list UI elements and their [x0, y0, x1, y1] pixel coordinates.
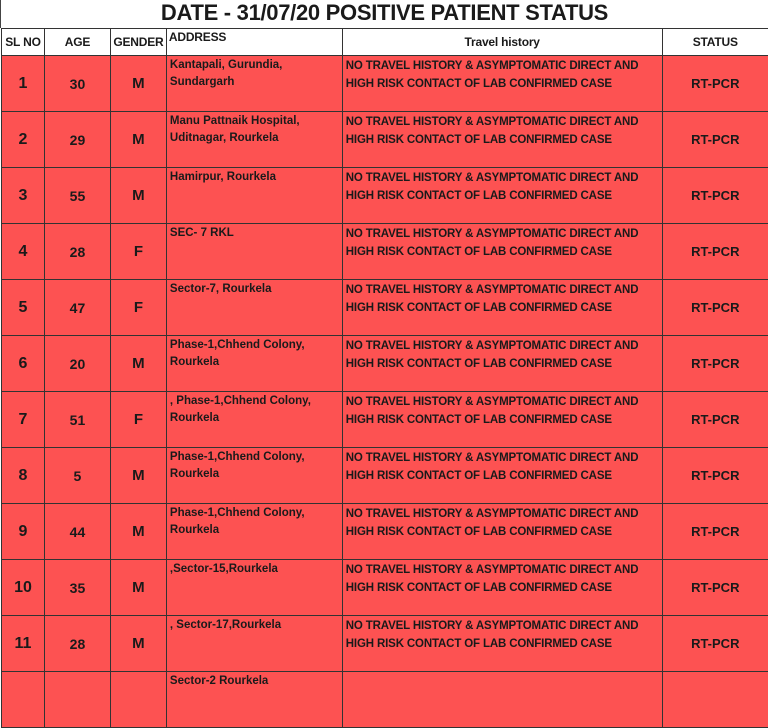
gender-cell: M [110, 616, 166, 672]
travel-history-cell: NO TRAVEL HISTORY & ASYMPTOMATIC DIRECT AND HIGH RISK CONTACT OF LAB CONFIRMED CASE [342, 392, 662, 448]
sl-no-cell: 10 [2, 560, 45, 616]
age-cell: 35 [44, 560, 110, 616]
col-header-age: AGE [44, 29, 110, 56]
sl-no-cell: 2 [2, 112, 45, 168]
table-row [2, 280, 768, 336]
sl-no-cell: 11 [2, 616, 45, 672]
travel-history-cell: NO TRAVEL HISTORY & ASYMPTOMATIC DIRECT AND HIGH RISK CONTACT OF LAB CONFIRMED CASE [342, 224, 662, 280]
table-row [2, 112, 768, 168]
travel-history-cell [342, 672, 662, 728]
patient-status-table [1, 28, 768, 728]
col-header-status: STATUS [662, 29, 768, 56]
status-cell: RT-PCR [662, 336, 768, 392]
table-row [2, 672, 768, 728]
status-cell: RT-PCR [662, 448, 768, 504]
sl-no-cell: 9 [2, 504, 45, 560]
gender-cell: F [110, 224, 166, 280]
sl-no-cell [2, 672, 45, 728]
sl-no-cell: 7 [2, 392, 45, 448]
table-row [2, 56, 768, 112]
status-cell: RT-PCR [662, 112, 768, 168]
age-cell: 51 [44, 392, 110, 448]
address-cell: Sector-7, Rourkela [166, 280, 342, 336]
status-cell: RT-PCR [662, 168, 768, 224]
page-title: DATE - 31/07/20 POSITIVE PATIENT STATUS [0, 0, 768, 28]
status-cell [662, 672, 768, 728]
gender-cell [110, 672, 166, 728]
travel-history-cell: NO TRAVEL HISTORY & ASYMPTOMATIC DIRECT AND HIGH RISK CONTACT OF LAB CONFIRMED CASE [342, 280, 662, 336]
gender-cell: M [110, 336, 166, 392]
status-cell: RT-PCR [662, 280, 768, 336]
travel-history-cell: NO TRAVEL HISTORY & ASYMPTOMATIC DIRECT AND HIGH RISK CONTACT OF LAB CONFIRMED CASE [342, 504, 662, 560]
age-cell: 5 [44, 448, 110, 504]
status-cell: RT-PCR [662, 616, 768, 672]
address-cell: SEC- 7 RKL [166, 224, 342, 280]
address-cell: Sector-2 Rourkela [166, 672, 342, 728]
sl-no-cell: 5 [2, 280, 45, 336]
age-cell: 44 [44, 504, 110, 560]
address-cell: Phase-1,Chhend Colony, Rourkela [166, 448, 342, 504]
address-cell: ,Sector-15,Rourkela [166, 560, 342, 616]
table-row [2, 224, 768, 280]
table-row [2, 336, 768, 392]
gender-cell: M [110, 112, 166, 168]
status-cell: RT-PCR [662, 56, 768, 112]
gender-cell: M [110, 168, 166, 224]
col-header-gender: GENDER [110, 29, 166, 56]
travel-history-cell: NO TRAVEL HISTORY & ASYMPTOMATIC DIRECT AND HIGH RISK CONTACT OF LAB CONFIRMED CASE [342, 448, 662, 504]
travel-history-cell: NO TRAVEL HISTORY & ASYMPTOMATIC DIRECT AND HIGH RISK CONTACT OF LAB CONFIRMED CASE [342, 168, 662, 224]
status-cell: RT-PCR [662, 504, 768, 560]
col-header-sl-no: SL NO [2, 29, 45, 56]
address-cell: Phase-1,Chhend Colony, Rourkela [166, 336, 342, 392]
table-row [2, 560, 768, 616]
col-header-address: ADDRESS [166, 29, 342, 56]
gender-cell: M [110, 56, 166, 112]
age-cell: 28 [44, 224, 110, 280]
table-row [2, 616, 768, 672]
address-cell: , Sector-17,Rourkela [166, 616, 342, 672]
age-cell: 30 [44, 56, 110, 112]
gender-cell: M [110, 448, 166, 504]
sl-no-cell: 6 [2, 336, 45, 392]
address-cell: , Phase-1,Chhend Colony, Rourkela [166, 392, 342, 448]
gender-cell: M [110, 504, 166, 560]
table-row [2, 504, 768, 560]
age-cell: 29 [44, 112, 110, 168]
gender-cell: M [110, 560, 166, 616]
address-cell: Manu Pattnaik Hospital, Uditnagar, Rourkela [166, 112, 342, 168]
age-cell: 55 [44, 168, 110, 224]
age-cell: 47 [44, 280, 110, 336]
travel-history-cell: NO TRAVEL HISTORY & ASYMPTOMATIC DIRECT AND HIGH RISK CONTACT OF LAB CONFIRMED CASE [342, 56, 662, 112]
travel-history-cell: NO TRAVEL HISTORY & ASYMPTOMATIC DIRECT AND HIGH RISK CONTACT OF LAB CONFIRMED CASE [342, 112, 662, 168]
table-row [2, 448, 768, 504]
address-cell: Hamirpur, Rourkela [166, 168, 342, 224]
status-cell: RT-PCR [662, 224, 768, 280]
travel-history-cell: NO TRAVEL HISTORY & ASYMPTOMATIC DIRECT AND HIGH RISK CONTACT OF LAB CONFIRMED CASE [342, 560, 662, 616]
table-header-row [2, 29, 768, 56]
sl-no-cell: 3 [2, 168, 45, 224]
col-header-travel-history: Travel history [342, 29, 662, 56]
table-row [2, 168, 768, 224]
age-cell: 20 [44, 336, 110, 392]
address-cell: Kantapali, Gurundia, Sundargarh [166, 56, 342, 112]
gender-cell: F [110, 392, 166, 448]
table-row [2, 392, 768, 448]
status-cell: RT-PCR [662, 392, 768, 448]
address-cell: Phase-1,Chhend Colony, Rourkela [166, 504, 342, 560]
sl-no-cell: 8 [2, 448, 45, 504]
sl-no-cell: 4 [2, 224, 45, 280]
gender-cell: F [110, 280, 166, 336]
travel-history-cell: NO TRAVEL HISTORY & ASYMPTOMATIC DIRECT AND HIGH RISK CONTACT OF LAB CONFIRMED CASE [342, 616, 662, 672]
sl-no-cell: 1 [2, 56, 45, 112]
status-cell: RT-PCR [662, 560, 768, 616]
age-cell: 28 [44, 616, 110, 672]
travel-history-cell: NO TRAVEL HISTORY & ASYMPTOMATIC DIRECT AND HIGH RISK CONTACT OF LAB CONFIRMED CASE [342, 336, 662, 392]
age-cell [44, 672, 110, 728]
